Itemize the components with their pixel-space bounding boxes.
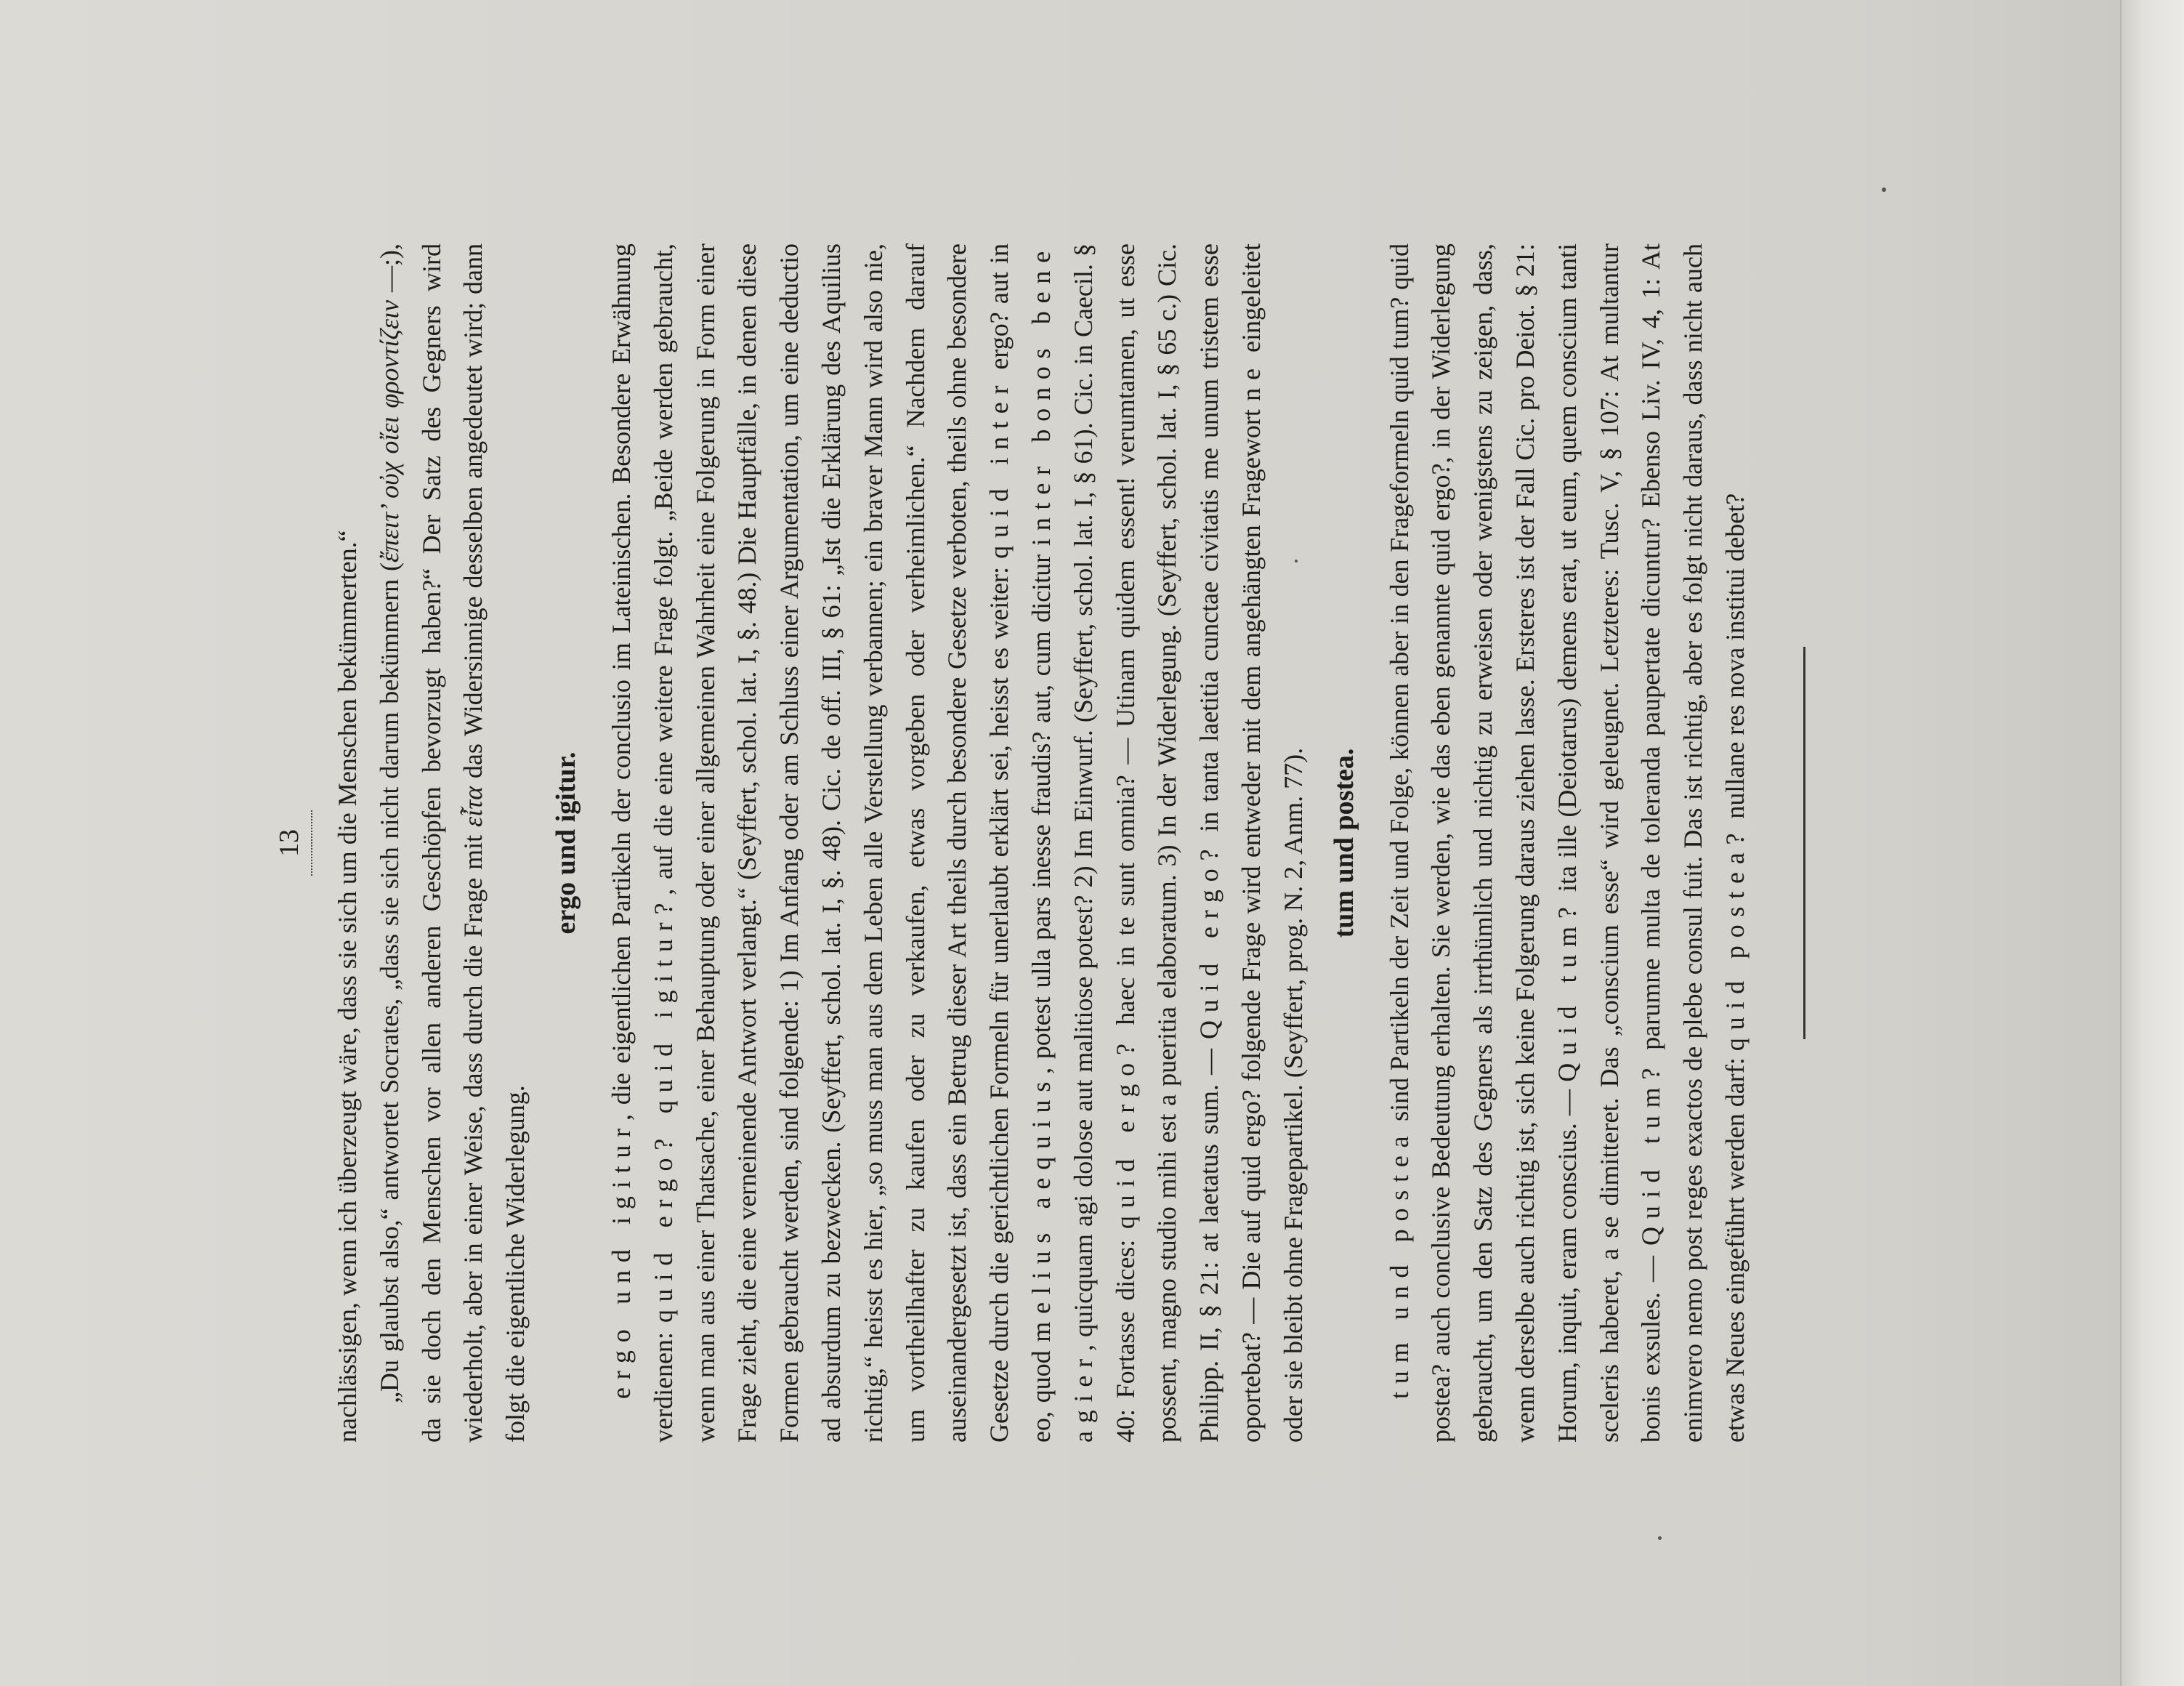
- page-number: 13: [274, 829, 304, 857]
- section-heading-tum-postea: tum und postea.: [1328, 748, 1359, 938]
- section-paragraph-ergo-igitur: ergo und igitur, die eigentlichen Partikeln der conclusio im Lateinischen. Besondere Erwähnung verdienen: quid ergo? quid igitur?, auf die eine weitere Frage folgt. „Beide werden gebraucht, wenn man aus einer Thatsache, einer Behauptung oder einer allgemeinen Wahrheit eine Folgerung in Form einer Frage zieht, die eine verneinende Antwort verlangt.“ (Seyffert, schol. lat. I, §. 48.) Die Hauptfälle, in denen diese Formen gebraucht werden, sind folgende: 1) Im Anfang oder am Schluss einer Argumentation, um eine deductio ad absurdum zu bezwecken. (Seyffert, schol. lat. I, §. 48). Cic. de off. III, § 61: „Ist die Erklärung des Aquilius richtig,“ heisst es hier, „so muss man aus dem Leben alle Verstellung verbannen; ein braver Mann wird also nie, um vortheilhafter zu kaufen oder zu verkaufen, etwas vorgeben oder verheimlichen.“ Nachdem darauf auseinandergesetzt ist, dass ein Betrug dieser Art theils durch besondere Gesetze verboten, theils ohne besondere Gesetze durch die gerichtlichen Formeln für unerlaubt erklärt sei, heisst es weiter: quid inter ergo? aut in eo, quod melius aequius, potest ulla pars inesse fraudis? aut, cum dicitur inter bonos bene agier, quicquam agi dolose aut malitiose potest? 2) Im Einwurf. (Seyffert, schol. lat. I, § 61). Cic. in Caecil. § 40: Fortasse dices: quid ergo? haec in te sunt omnia? — Utinam quidem essent! verumtamen, ut esse possent, magno studio mihi est a pueritia elaboratum. 3) In der Widerlegung. (Seyffert, schol. lat. I, § 65 c.) Cic. Philipp. II, § 21: at laetatus sum. — Quid ergo? in tanta laetitia cunctae civitatis me unum tristem esse oportebat? — Die auf quid ergo? folgende Frage wird entweder mit dem angehängten Fragewort ne eingeleitet oder sie bleibt ohne Fragepartikel. (Seyffert, prog. N. 2, Anm. 77).: [606, 243, 1308, 1443]
- paper-speck: [1882, 187, 1886, 192]
- greek-phrase: ἔπειτ’ οὐχ οἴει φροντίζειν: [374, 299, 404, 563]
- page-edge-strip: [2120, 0, 2184, 1686]
- greek-word: εἶτα: [458, 786, 488, 827]
- intro-paragraph: [327, 243, 537, 1443]
- intro-line-1: nachlässigen, wenn ich überzeugt wäre, dass sie sich um die Menschen bekümmerten.“: [333, 530, 362, 1443]
- section-paragraph-tum-postea: tum und postea sind Partikeln der Zeit und Folge, können aber in den Frageformeln quid tum? quid postea? auch conclusive Bedeutung erhalten. Sie werden, wie das eben genannte quid ergo?, in der Widerlegung gebraucht, um den Satz des Gegners als irrthümlich und nichtig zu erweisen oder wenigstens zu zeigen, dass, wenn derselbe auch richtig ist, sich keine Folgerung daraus ziehen lasse. Ersteres ist der Fall Cic. pro Deiot. § 21: Horum, inquit, eram conscius. — Quid tum? ita ille (Deiotarus) demens erat, ut eum, quem conscium tanti sceleris haberet, a se dimitteret. Das „conscium esse“ wird geleugnet. Letzteres: Tusc. V, § 107: At multantur bonis exsules. — Quid tum? parumne multa de toleranda paupertate dicuntur? Ebenso Liv. IV, 4, 1: At enimvero nemo post reges exactos de plebe consul fuit. Das ist richtig, aber es folgt nicht daraus, dass nicht auch etwas Neues eingeführt werden darf: quid postea? nullane res nova institui debet?: [1384, 243, 1750, 1443]
- section-heading-ergo-igitur: ergo und igitur.: [550, 751, 581, 935]
- end-of-text-rule: [1803, 647, 1805, 1039]
- paper-speck: [1658, 1536, 1662, 1540]
- intro-line-2: „Du glaubst also,“ antwortet Socrates, „dass sie sich nicht darum bekümmern (ἔπειτ’ οὐχ οἴει φροντίζειν —;), da sie doch den Menschen vor allen anderen Geschöpfen bevorzugt haben?“ Der Satz des Gegners wird wiederholt, aber in einer Weise, dass durch die Frage mit εἶτα das Widersinnige desselben angedeutet wird; dann folgt die eigentliche Widerlegung.: [374, 243, 530, 1443]
- rotated-page-content: [271, 243, 1855, 1443]
- page-number-ornament: [311, 810, 312, 876]
